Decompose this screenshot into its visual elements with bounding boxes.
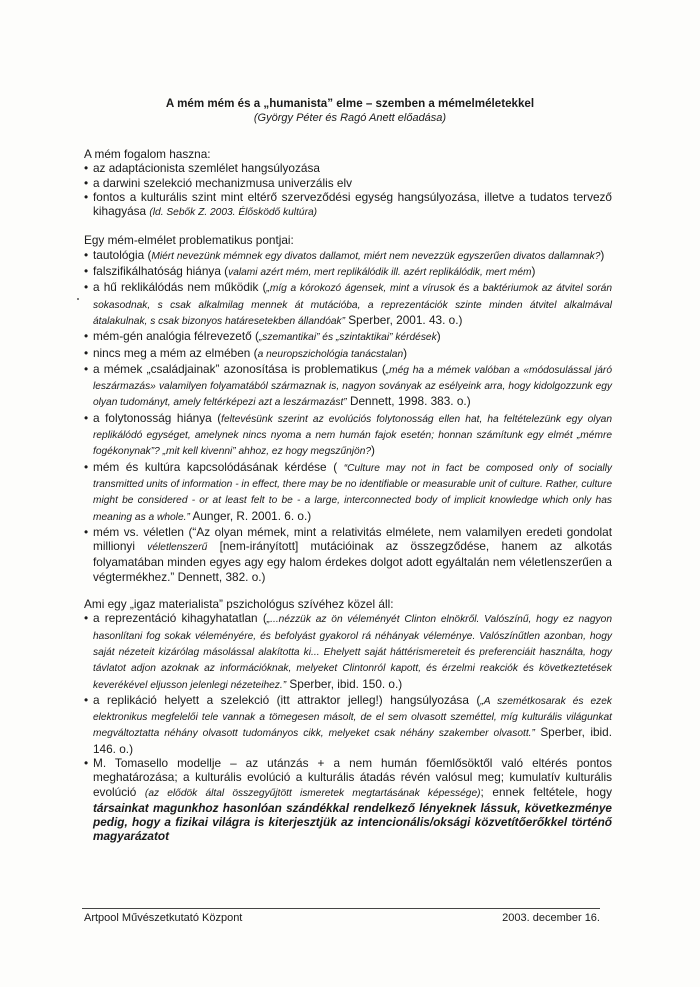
bullet-list [84,161,612,220]
text-segment: Dennett, 1998. 383. o.) [346,394,471,409]
list-item [84,190,612,221]
text-segment: ) [600,247,605,262]
list-item [84,346,612,362]
list-item [84,161,612,175]
text-segment: a reprezentáció kihagyhatatlan ( [93,611,267,626]
bullet-list [84,611,612,843]
document-body [84,147,612,857]
text-segment: Sperber, ibid. 146. o.) [93,725,612,756]
italic-quote: „...nézzük az ön véleményét Clinton elnökről. Valószínű, hogy ez nagyon hasonlítani fog sokak véleményére, és befolyást gyakorol rá néhányak véleménye. Valószínűtlen azonban, hogy saját nézeteit kizárólag másolással alakította ki... Ehelyett saját háttérismereteit és preferenciáit használta, hogy távlatot adjon azoknak az információknak, melyeket Clintonról kapott, és érzelmi reakciók és következtetések keverékével eljusson jelenlegi nézeteihez.” [93,614,612,691]
text-segment: Sperber, ibid. 150. o.) [286,676,403,691]
section-1 [84,147,612,220]
italic-quote: feltevésünk szerint az evolúciós folytonosság ellen hat, ha feltételezünk egy olyan replikálódó egységet, amelynek nincs nyoma a nem humán fajok esetén; honnan számítunk egy elmét „mémre fogékonynak”? „mit kell kivenni” ahhoz, ez hogy megszűnjön? [93,413,612,458]
italic-quote: valami azért mém, mert replikálódik ill. azért replikálódik, mert mém [228,267,532,279]
bullet-list [84,248,612,584]
text-segment: Sperber, 2001. 43. o.) [345,312,463,327]
text-segment: a mémek „családjainak” azonosítása is problematikus ( [93,361,386,376]
text-segment: Aunger, R. 2001. 6. o.) [189,508,312,523]
list-item [84,362,612,411]
section-2 [84,233,612,584]
footer-divider [82,908,600,909]
italic-quote: (az elődök által összegyűjtött ismeretek megtartásának képessége) [144,787,481,799]
italic-quote: „A szemétkosarak és ezek elektronikus megfelelői tele vannak a tömegesen másolt, de el sem olvasott szeméttel, míg kulturális világunkat megváltoztatta néhány olvasott tudományos cikk, melyeket csak néhány szakember olvasott.” [93,695,613,740]
section-3 [84,597,612,844]
text-segment: a replikáció helyett a szelekció (itt attraktor jelleg!) hangsúlyozása ( [93,692,481,707]
text-segment: falszifikálhatóság hiánya ( [93,264,229,279]
italic-quote: véletlenszerű [147,542,208,554]
footer-date: 2003. december 16. [502,912,600,924]
text-segment: ) [371,443,375,458]
italic-quote: Miért nevezünk mémnek egy divatos dallamot, miért nem nevezzük egyszerűen divatos dallamnak? [151,250,601,262]
section-heading: Ami egy „igaz materialista” pszichológus szívéhez közel áll: [84,597,394,612]
footer-organization: Artpool Művészetkutató Központ [84,912,243,924]
list-item [84,460,612,525]
list-item [84,280,612,329]
list-item [84,248,612,264]
text-segment: tautológia ( [93,247,152,262]
list-item [84,329,612,345]
italic-quote: „míg a kórokozó ágensek, mint a vírusok és a baktériumok az átvitel során sokasodnak, s csak alkalmilag mennek át mutációba, a reprezentációk szinte minden átvitel alkalmával átalakulnak, s csak bizonyos határesetekben állandóak” [93,283,612,327]
document-title: A mém mém és a „humanista” elme – szemben a mémelméletekkel [165,97,535,110]
text-segment: ) [403,345,408,360]
italic-quote: a neuropszichológia tanácstalan [257,348,404,360]
list-item [84,264,612,280]
italic-quote: (ld. Sebők Z. 2003. Élősködő kultúra) [149,207,318,219]
document-subtitle: (György Péter és Ragó Anett előadása) [253,112,447,124]
list-item [84,411,612,460]
text-segment: a folytonosság hiánya ( [93,410,222,425]
section-heading: A mém fogalom haszna: [84,147,211,161]
text-segment: mém vs. véletlen (“Az olyan mémek, mint a relativitás elmélete, nem valamilyen eredeti gondolat millionyi [93,524,612,554]
text-segment: nincs meg a mém az elmében ( [93,345,258,360]
list-item [84,525,612,584]
text-segment: ) [436,329,441,344]
text-segment: mém-gén analógia félrevezető ( [93,329,259,344]
text-segment: ; ennek feltétele, hogy [480,784,613,799]
list-item [84,176,612,190]
text-segment: a darwini szelekció mechanizmusa univerzális elv [93,175,352,190]
text-segment: mém és kultúra kapcsolódásának kérdése ( [93,459,344,474]
italic-quote: „szemantikai” és „szintaktikai” kérdések [258,332,437,344]
section-heading: Egy mém-elmélet problematikus pontjai: [84,233,294,248]
text-segment: ) [531,264,536,279]
list-item [84,756,612,844]
italic-quote: „még ha a mémek valóban a «módosulással járó leszármazás» valamilyen folyamatából származnak is, nagyon soványak az esélyeink arra, hogy kidolgozzunk egy olyan tudományt, amely feltérképezi azt a leszármazást” [93,364,612,409]
text-segment: [nem-irányított] mutációinak az összegződése, hanem az alkotás folyamatában minden egyes agy egy halom érdekes dolgot adott egyáltalán nem véletlenszerűen a végtermékhez.” Dennett, 382. o.) [93,539,612,584]
list-item [84,611,612,692]
text-segment: M. Tomasello modellje – az utánzás + a nem humán főemlősöktől való eltérés pontos meghatározása; a kulturális evolúció a kulturális átadás révén valósul meg; kumulatív kulturális evolúció [93,755,612,799]
list-item [84,693,612,756]
text-segment: az adaptácionista szemlélet hangsúlyozása [93,161,320,176]
italic-quote: “Culture may not in fact be composed only of socially transmitted units of information - in effect, there may be no identifiable or measurable unit of culture. Rather, culture might be considered - or at least felt to be - a large, interconnected body of implicit knowledge which only has meaning as a whole.” [93,462,612,523]
scan-artifact [77,298,79,300]
text-segment: fontos a kulturális szint mint eltérő szerveződési egység hangsúlyozása, illetve a tudatos tervező kihagyása [93,189,612,219]
text-segment: a hű reklikálódás nem működik ( [93,280,267,295]
bold-italic-text: társainkat magunkhoz hasonlóan szándékkal rendelkező lényeknek lássuk, következménye pedig, hogy a fizikai világra is kiterjesztjük az intencionális/oksági közvetítőerőkkel történő magyarázatot [93,800,612,844]
